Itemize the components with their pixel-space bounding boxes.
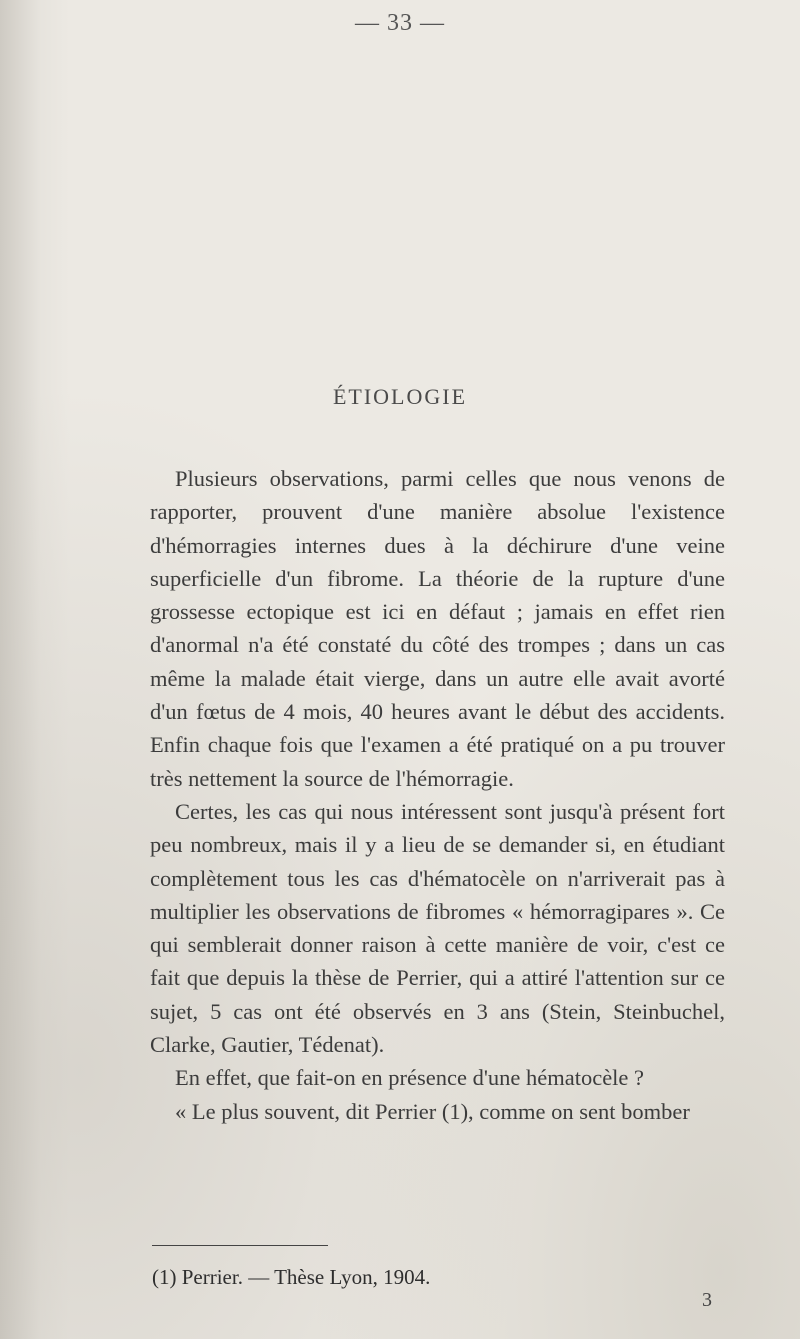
signature-mark: 3: [702, 1289, 712, 1311]
paragraph: En effet, que fait-on en présence d'une hématocèle ?: [175, 1065, 645, 1091]
paragraph: Certes, les cas qui nous intéressent sont jusqu'à présent fort peu nombreux, mais il y a lieu de se demander si, en étudiant complètement tous les cas d'hématocèle on n'arriverait pas à multiplier les observations de fibromes « hémorragipares ». Ce qui semblerait donner raison à cette manière de voir, c'est ce fait que depuis la thèse de Perrier, qui a attiré l'attention sur ce sujet, 5 cas ont été observés en 3 ans (Stein, Steinbuchel, Clarke, Gautier, Tédenat).: [150, 798, 725, 1058]
page-number: — 33 —: [355, 10, 445, 36]
footnote: (1) Perrier. — Thèse Lyon, 1904.: [152, 1265, 431, 1289]
chapter-title: ÉTIOLOGIE: [332, 384, 468, 409]
footnote-divider: [152, 1245, 328, 1246]
paragraph: « Le plus souvent, dit Perrier (1), comme on sent bomber: [175, 1098, 690, 1124]
body-text: [150, 462, 725, 1128]
paragraph: Plusieurs observations, parmi celles que nous venons de rapporter, prouvent d'une manière absolue l'existence d'hémorragies internes dues à la déchirure d'une veine superficielle d'un fibrome. La théorie de la rupture d'une grossesse ectopique est ici en défaut ; jamais en effet rien d'anormal n'a été constaté du côté des trompes ; dans un cas même la malade était vierge, dans un autre elle avait avorté d'un fœtus de 4 mois, 40 heures avant le début des accidents. Enfin chaque fois que l'examen a été pratiqué on a pu trouver très nettement la source de l'hémorragie.: [150, 466, 725, 791]
